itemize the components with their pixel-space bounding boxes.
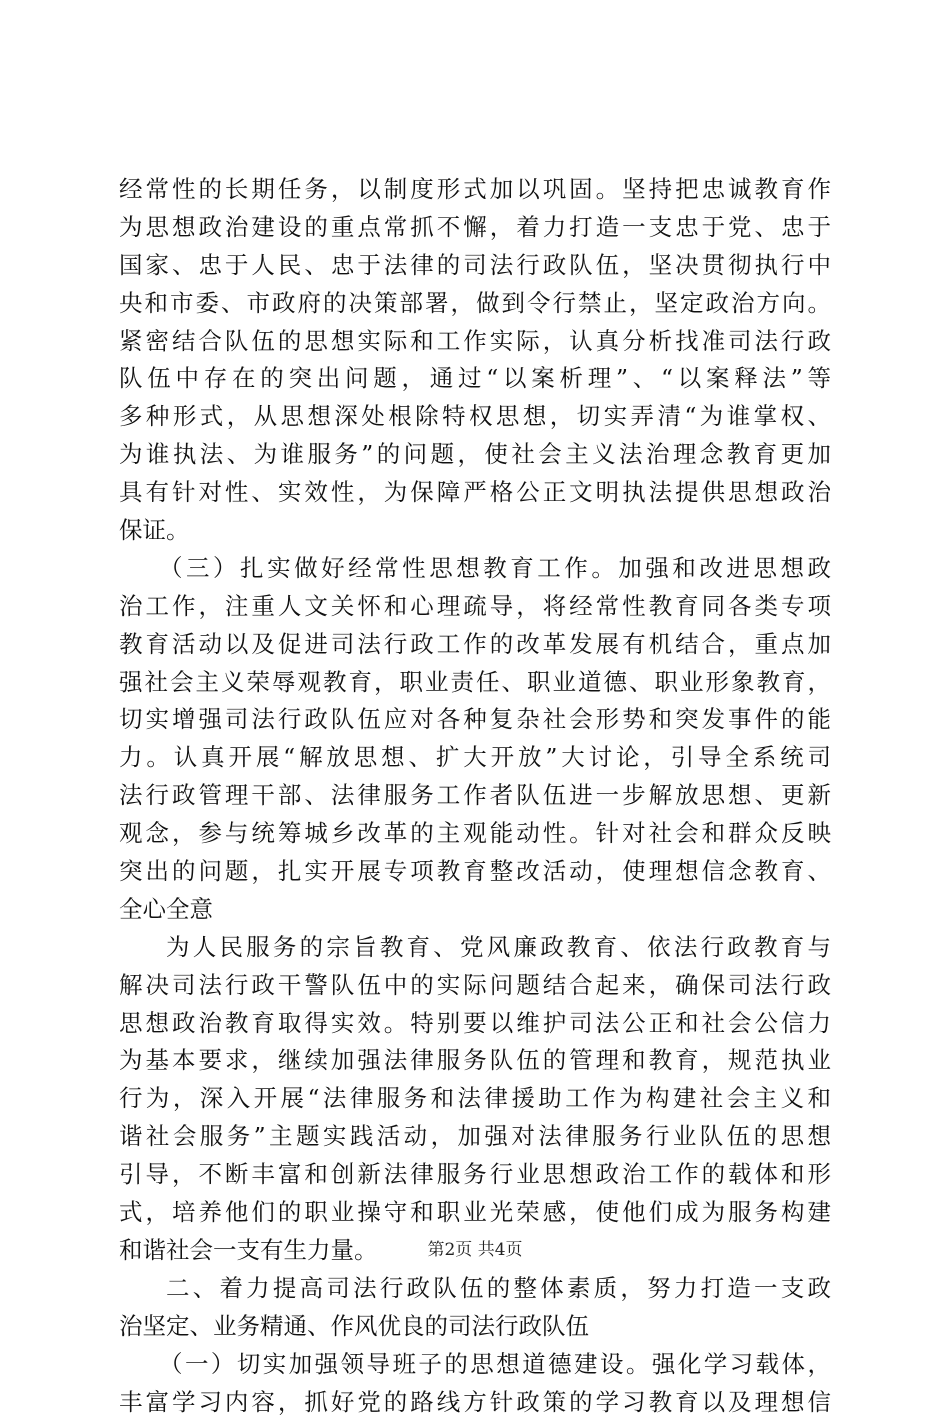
- text-line: 治工作，注重人文关怀和心理疏导，将经常性教育同各类专项: [119, 588, 831, 626]
- text-line: 国家、忠于人民、忠于法律的司法行政队伍，坚决贯彻执行中: [119, 247, 831, 285]
- text-line: 为思想政治建设的重点常抓不懈，着力打造一支忠于党、忠于: [119, 209, 831, 247]
- text-line: 强社会主义荣辱观教育，职业责任、职业道德、职业形象教育，: [119, 664, 831, 702]
- text-line: 突出的问题，扎实开展专项教育整改活动，使理想信念教育、: [119, 853, 831, 891]
- text-line: 式，培养他们的职业操守和职业光荣感，使他们成为服务构建: [119, 1194, 831, 1232]
- page-number-footer: 第2页 共4页: [0, 1235, 950, 1260]
- section-heading-line: 治坚定、业务精通、作风优良的司法行政队伍: [119, 1308, 831, 1346]
- text-line: 为谁执法、为谁服务”的问题，使社会主义法治理念教育更加: [119, 436, 831, 474]
- text-line: 多种形式，从思想深处根除特权思想，切实弄清“为谁掌权、: [119, 398, 831, 436]
- text-line: 行为，深入开展“法律服务和法律援助工作为构建社会主义和: [119, 1080, 831, 1118]
- text-line: 观念，参与统筹城乡改革的主观能动性。针对社会和群众反映: [119, 815, 831, 853]
- text-line: 央和市委、市政府的决策部署，做到令行禁止，坚定政治方向。: [119, 285, 831, 323]
- text-line: 谐社会服务”主题实践活动，加强对法律服务行业队伍的思想: [119, 1118, 831, 1156]
- text-line: 力。认真开展“解放思想、扩大开放”大讨论，引导全系统司: [119, 739, 831, 777]
- text-line: 教育活动以及促进司法行政工作的改革发展有机结合，重点加: [119, 626, 831, 664]
- text-line: 法行政管理干部、法律服务工作者队伍进一步解放思想、更新: [119, 777, 831, 815]
- text-line: 引导，不断丰富和创新法律服务行业思想政治工作的载体和形: [119, 1156, 831, 1194]
- text-line: 紧密结合队伍的思想实际和工作实际，认真分析找准司法行政: [119, 323, 831, 361]
- section-heading-line: （一）切实加强领导班子的思想道德建设。强化学习载体，: [119, 1346, 831, 1384]
- text-line: 思想政治教育取得实效。特别要以维护司法公正和社会公信力: [119, 1005, 831, 1043]
- text-line: 为基本要求，继续加强法律服务队伍的管理和教育，规范执业: [119, 1042, 831, 1080]
- text-line: 丰富学习内容，抓好党的路线方针政策的学习教育以及理想信: [119, 1384, 831, 1421]
- text-line: 解决司法行政干警队伍中的实际问题结合起来，确保司法行政: [119, 967, 831, 1005]
- document-body: [119, 171, 831, 1421]
- section-heading-line: 二、着力提高司法行政队伍的整体素质，努力打造一支政: [119, 1270, 831, 1308]
- text-line: 经常性的长期任务，以制度形式加以巩固。坚持把忠诚教育作: [119, 171, 831, 209]
- text-line: 保证。: [119, 512, 831, 550]
- paragraph-start-line: 为人民服务的宗旨教育、党风廉政教育、依法行政教育与: [119, 929, 831, 967]
- text-line: 具有针对性、实效性，为保障严格公正文明执法提供思想政治: [119, 474, 831, 512]
- section-heading-line: （三）扎实做好经常性思想教育工作。加强和改进思想政: [119, 550, 831, 588]
- text-line: 切实增强司法行政队伍应对各种复杂社会形势和突发事件的能: [119, 701, 831, 739]
- text-line: 队伍中存在的突出问题，通过“以案析理”、“以案释法”等: [119, 360, 831, 398]
- text-line: 全心全意: [119, 891, 831, 929]
- text-line: 和谐社会一支有生力量。: [119, 1232, 831, 1270]
